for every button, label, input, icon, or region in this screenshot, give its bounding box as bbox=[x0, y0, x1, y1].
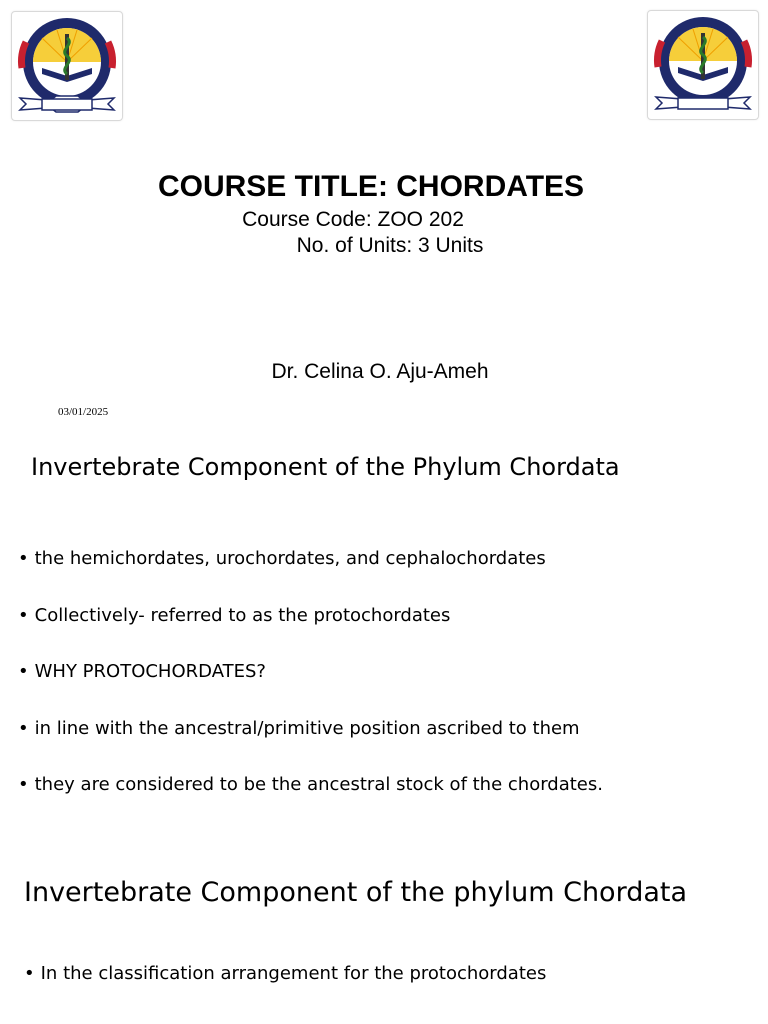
course-units: No. of Units: 3 Units bbox=[296, 234, 484, 257]
slide-heading: Invertebrate Component of the Phylum Chordata bbox=[31, 453, 620, 481]
slide-date: 03/01/2025 bbox=[58, 406, 109, 418]
course-code: Course Code: ZOO 202 bbox=[242, 208, 464, 231]
university-logo-right bbox=[647, 10, 759, 120]
list-item: • they are considered to be the ancestral stock of the chordates. bbox=[18, 772, 603, 829]
university-logo-left bbox=[11, 11, 123, 121]
list-item: • in line with the ancestral/primitive position ascribed to them bbox=[18, 716, 603, 773]
bullet-list-2 bbox=[24, 961, 546, 987]
university-seal-icon bbox=[12, 12, 122, 120]
university-seal-icon bbox=[648, 11, 758, 119]
list-item: • Collectively- referred to as the protochordates bbox=[18, 603, 603, 660]
bullet-list bbox=[18, 546, 603, 829]
list-item: • WHY PROTOCHORDATES? bbox=[18, 659, 603, 716]
author-name: Dr. Celina O. Aju-Ameh bbox=[271, 360, 489, 383]
slide-heading-2: Invertebrate Component of the phylum Chordata bbox=[24, 877, 688, 908]
course-title: COURSE TITLE: CHORDATES bbox=[157, 170, 585, 203]
list-item: • the hemichordates, urochordates, and cephalochordates bbox=[18, 546, 603, 603]
list-item: • In the classification arrangement for the protochordates bbox=[24, 961, 546, 987]
